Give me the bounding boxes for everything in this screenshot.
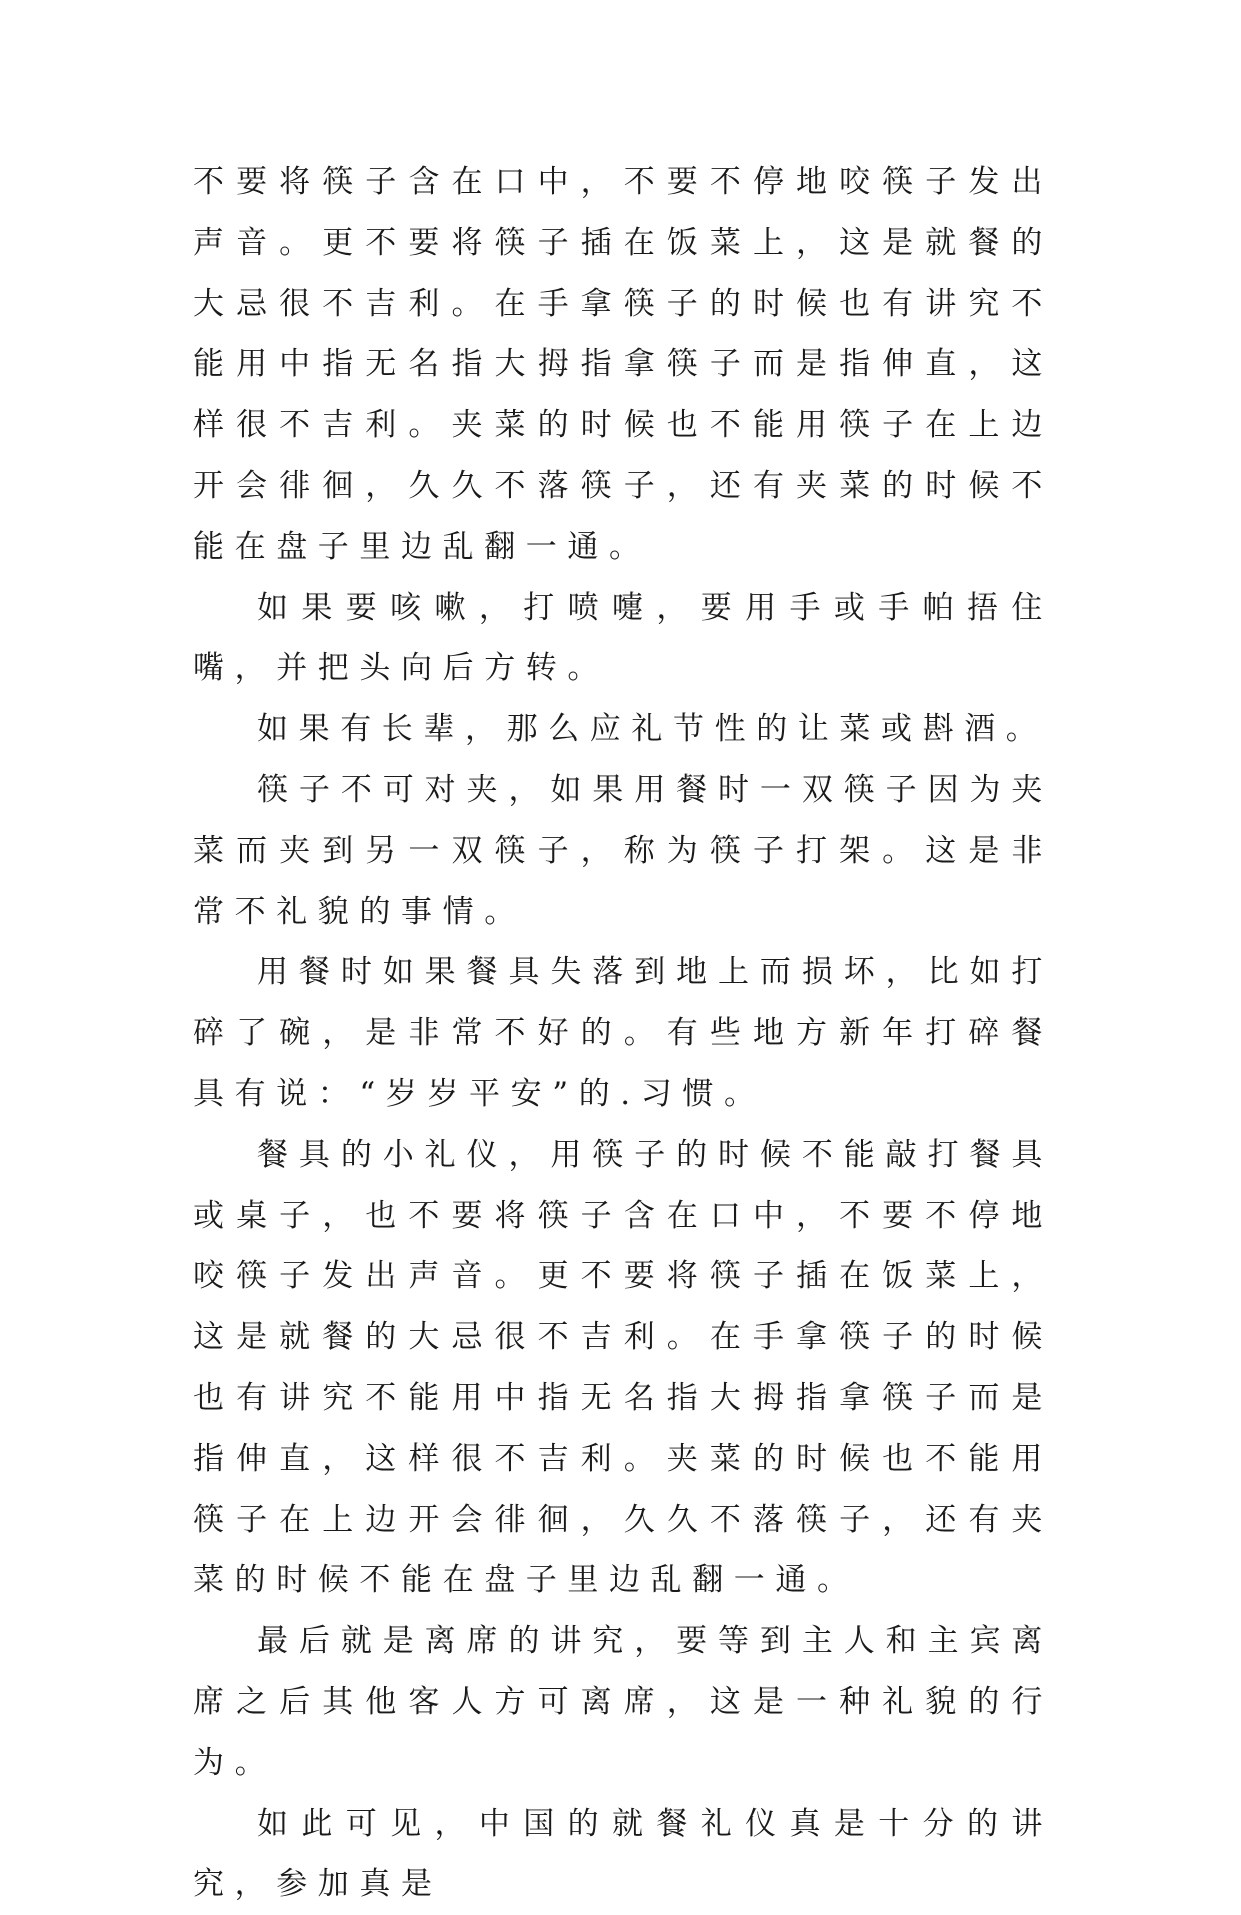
paragraph-7: 最后就是离席的讲究，要等到主人和主宾离席之后其他客人方可离席，这是一种礼貌的行为。 [193, 1623, 1053, 1781]
paragraph-2: 如果要咳嗽，打喷嚏，要用手或手帕捂住嘴，并把头向后方转。 [193, 589, 1053, 687]
paragraph-8: 如此可见，中国的就餐礼仪真是十分的讲究，参加真是 [193, 1805, 1053, 1903]
paragraph-6: 餐具的小礼仪，用筷子的时候不能敲打餐具或桌子，也不要将筷子含在口中，不要不停地咬筷子发出声音。更不要将筷子插在饭菜上，这是就餐的大忌很不吉利。在手拿筷子的时候也有讲究不能用中指无名指大拇指拿筷子而是指伸直，这样很不吉利。夹菜的时候也不能用筷子在上边开会徘徊，久久不落筷子，还有夹菜的时候不能在盘子里边乱翻一通。 [193, 1136, 1053, 1599]
paragraph-3: 如果有长辈，那么应礼节性的让菜或斟酒。 [257, 711, 1048, 748]
document-body [193, 152, 1053, 1915]
paragraph-5: 用餐时如果餐具失落到地上而损坏，比如打碎了碗，是非常不好的。有些地方新年打碎餐具有说：“岁岁平安”的.习惯。 [193, 954, 1053, 1112]
paragraph-1: 不要将筷子含在口中，不要不停地咬筷子发出声音。更不要将筷子插在饭菜上，这是就餐的大忌很不吉利。在手拿筷子的时候也有讲究不能用中指无名指大拇指拿筷子而是指伸直，这样很不吉利。夹菜的时候也不能用筷子在上边开会徘徊，久久不落筷子，还有夹菜的时候不能在盘子里边乱翻一通。 [193, 164, 1053, 565]
paragraph-4: 筷子不可对夹，如果用餐时一双筷子因为夹菜而夹到另一双筷子，称为筷子打架。这是非常不礼貌的事情。 [193, 771, 1053, 930]
